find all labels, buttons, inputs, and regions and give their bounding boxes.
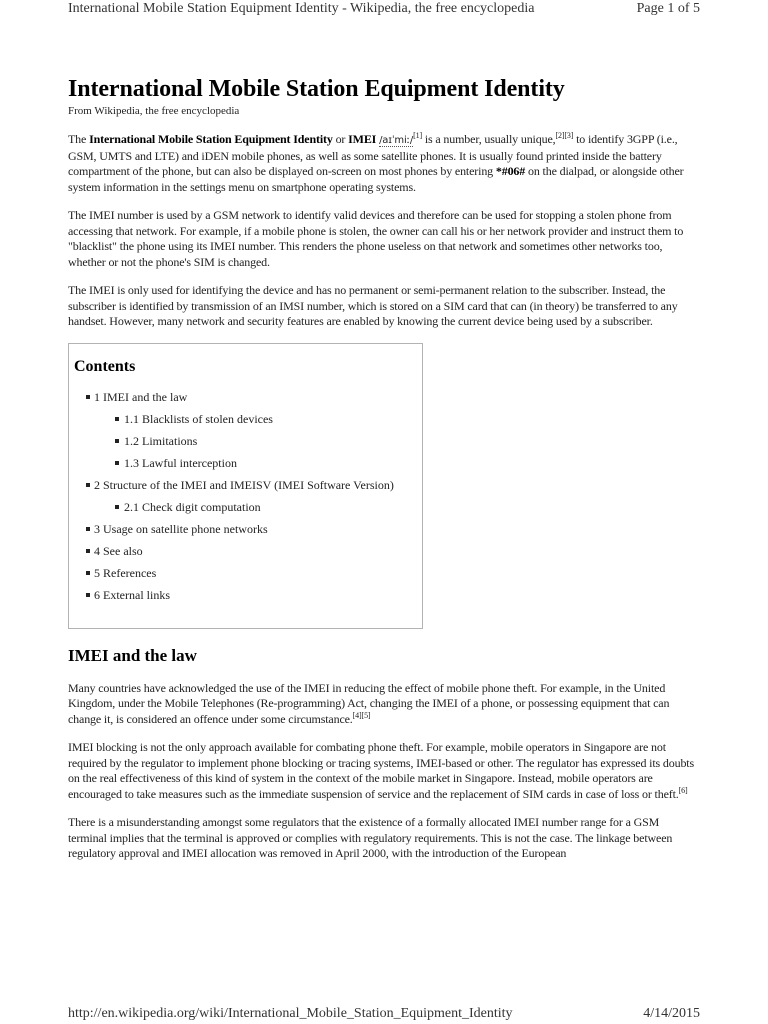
section-paragraph: Many countries have acknowledged the use of the IMEI in reducing the effect of mobile phone theft. For example, in the United Kingdom, under the Mobile Telephones (Re-programming) Act, changing the IMEI of a phone, or possessing equipment that can change it, is considered an offence under some circumstance.[4][5] <box>68 680 670 726</box>
intro-text-3: is a number, usually unique, <box>421 132 556 146</box>
print-footer-date: 4/14/2015 <box>643 1006 700 1021</box>
intro-text-5: on the dialpad, or alongside other system information in the settings menu on smartphone operating systems. <box>68 164 684 194</box>
toc-item[interactable]: 5 References <box>74 566 422 581</box>
toc-list <box>74 390 422 603</box>
print-footer-url: http://en.wikipedia.org/wiki/International_Mobile_Station_Equipment_Identity <box>68 1006 513 1021</box>
table-of-contents <box>68 343 423 629</box>
paragraph-blacklist: The IMEI number is used by a GSM network to identify valid devices and therefore can be used for stopping a stolen phone from accessing that network. For example, if a mobile phone is stolen, the owner can call his or her network provider and instruct them to "blacklist" the phone using its IMEI number. This renders the phone useless on that network and sometimes other networks too, whether or not the phone's SIM is changed. <box>68 208 684 269</box>
print-header <box>68 0 700 22</box>
intro-text-1: The <box>68 132 90 146</box>
section-paragraph: IMEI blocking is not the only approach available for combating phone theft. For example, mobile operators in Singapore are not required by the regulator to implement phone blocking or tracing systems, IMEI-based or other. The regulator has expressed its doubts on the real effectiveness of this kind of system in the context of the mobile market in Singapore. Instead, mobile operators are encouraged to take measures such as the immediate suspension of service and the replacement of SIM cards in case of loss or theft.[6] <box>68 740 694 801</box>
toc-title: Contents <box>74 357 136 375</box>
toc-subitem[interactable]: 1.1 Blacklists of stolen devices <box>94 412 422 427</box>
site-subtitle: From Wikipedia, the free encyclopedia <box>68 105 240 117</box>
ref-link[interactable]: [6] <box>678 785 688 795</box>
toc-item[interactable]: 1 IMEI and the law 1.1 Blacklists of stolen devices 1.2 Limitations 1.3 Lawful interception <box>74 390 422 471</box>
ref-link[interactable]: [2][3] <box>555 131 574 140</box>
section-heading: IMEI and the law <box>68 645 197 665</box>
page-title: International Mobile Station Equipment Identity <box>68 76 565 102</box>
intro-bold-term: International Mobile Station Equipment Identity <box>89 132 333 146</box>
ref-link[interactable]: [1] <box>413 131 422 140</box>
intro-text-2: or <box>332 132 349 146</box>
intro-text-4: to identify 3GPP (i.e., GSM, UMTS and LTE) and iDEN mobile phones, as well as some satellite phones. It is usually found printed inside the battery compartment of the phone, but can also be displayed on-screen on most phones by entering <box>68 132 678 178</box>
toc-subitem[interactable]: 1.2 Limitations <box>94 434 422 449</box>
article-content <box>68 74 700 862</box>
section-paragraph: There is a misunderstanding amongst some regulators that the existence of a formally allocated IMEI number range for a GSM terminal implies that the terminal is approved or complies with regulatory requirements. This is not the case. The linkage between regulatory approval and IMEI allocation was removed in April 2000, with the introduction of the European <box>68 815 673 860</box>
ipa-pronunciation[interactable]: /aɪˈmiː/ <box>379 135 414 146</box>
intro-paragraph <box>68 132 700 195</box>
print-header-title: International Mobile Station Equipment Identity - Wikipedia, the free encyclopedia <box>68 1 535 16</box>
intro-bold-abbrev: IMEI <box>348 132 377 146</box>
toc-item[interactable]: 6 External links <box>74 588 422 603</box>
toc-item[interactable]: 2 Structure of the IMEI and IMEISV (IMEI Software Version) 2.1 Check digit computation <box>74 478 422 515</box>
toc-subitem[interactable]: 2.1 Check digit computation <box>94 500 422 515</box>
toc-subitem[interactable]: 1.3 Lawful interception <box>94 456 422 471</box>
intro-code: *#06# <box>495 164 526 178</box>
print-footer <box>68 1006 700 1024</box>
print-header-page-number: Page 1 of 5 <box>636 1 700 16</box>
toc-item[interactable]: 4 See also <box>74 544 422 559</box>
ref-link[interactable]: [4][5] <box>352 710 371 720</box>
toc-item[interactable]: 3 Usage on satellite phone networks <box>74 522 422 537</box>
paragraph-subscriber: The IMEI is only used for identifying the device and has no permanent or semi-permanent relation to the subscriber. Instead, the subscriber is identified by transmission of an IMSI number, which is stored on a SIM card that can (in theory) be transferred to any handset. However, many network and security features are enabled by knowing the current device being used by a subscriber. <box>68 283 678 328</box>
